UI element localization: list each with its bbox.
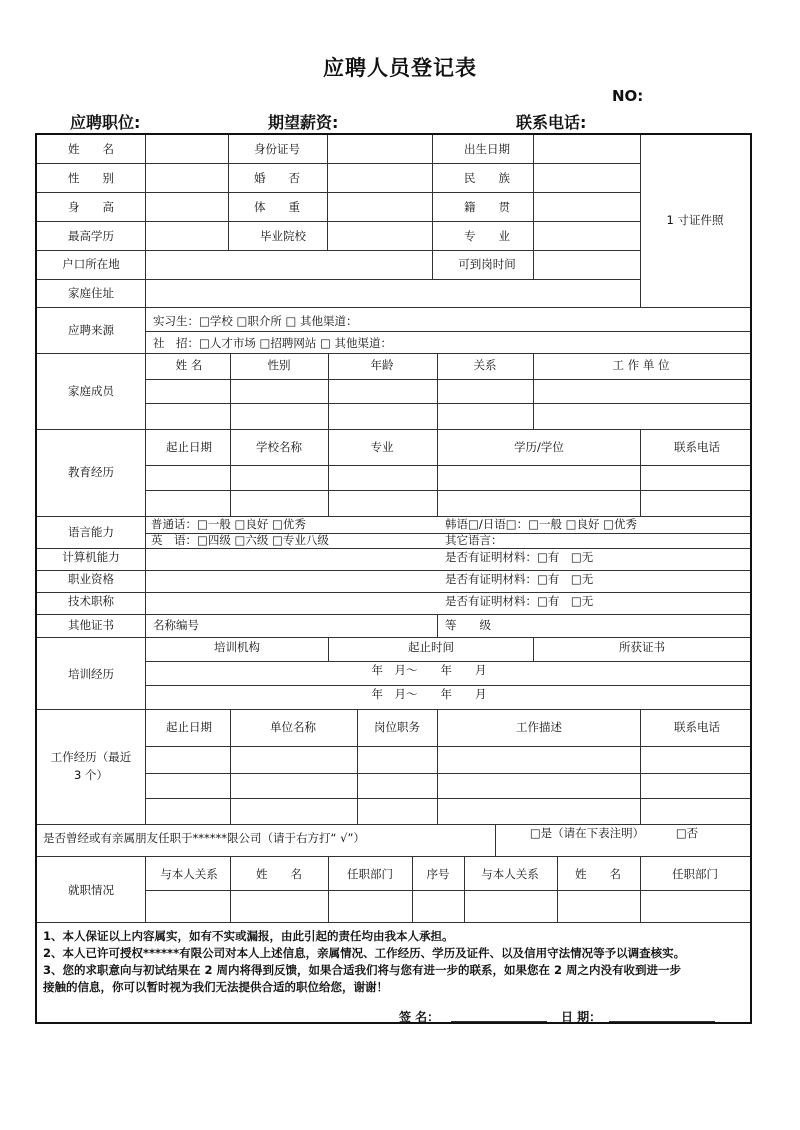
- marital-label: 婚 否: [254, 171, 300, 185]
- english-options: 英 语：□四级 □六级 □专业八级: [151, 533, 329, 547]
- relative-col-relation: 与本人关系: [160, 867, 218, 881]
- grid-line: [37, 922, 750, 923]
- grid-line: [145, 548, 146, 614]
- grid-line: [557, 856, 558, 922]
- grid-line: [533, 637, 534, 661]
- grid-line: [437, 709, 438, 824]
- grid-line: [609, 1021, 715, 1022]
- grid-line: [328, 353, 329, 429]
- source-hire-options: 社 招：□人才市场 □招聘网站 □ 其他渠道：: [153, 336, 393, 350]
- salary-label: 期望薪资:: [268, 113, 339, 132]
- family-col-name: 姓 名: [175, 358, 203, 372]
- gender-label: 性 别: [68, 171, 114, 185]
- grid-line: [37, 824, 750, 825]
- grid-line: [230, 856, 231, 922]
- education-history-label: 教育经历: [68, 465, 114, 479]
- grid-line: [37, 548, 750, 549]
- page-title: 应聘人员登记表: [323, 56, 477, 80]
- grid-line: [145, 353, 146, 429]
- available-date-label: 可到岗时间: [458, 257, 516, 271]
- grid-line: [145, 856, 146, 922]
- grid-line: [437, 353, 438, 429]
- work-history-label-2: 3 个）: [74, 768, 108, 782]
- grid-line: [145, 465, 750, 466]
- signature-label: 签 名：: [399, 1010, 440, 1024]
- grid-line: [328, 856, 329, 922]
- grid-line: [37, 221, 640, 222]
- grid-line: [145, 403, 750, 404]
- grid-line: [145, 429, 146, 516]
- work-col-description: 工作描述: [516, 720, 562, 734]
- technical-title-label: 技术职称: [68, 594, 114, 608]
- grid-line: [145, 307, 146, 353]
- source-intern-options: 实习生：□学校 □职介所 □ 其他渠道：: [153, 314, 358, 328]
- hukou-label: 户口所在地: [62, 257, 120, 271]
- family-col-workplace: 工 作 单 位: [612, 358, 670, 372]
- phone-label: 联系电话:: [516, 113, 587, 132]
- school-label: 毕业院校: [260, 229, 306, 243]
- grid-line: [37, 429, 750, 430]
- grid-line: [37, 856, 750, 857]
- grid-line: [145, 614, 146, 637]
- grid-line: [145, 637, 146, 709]
- family-label: 家庭成员: [68, 384, 114, 398]
- training-date-row-2: 年 月～ 年 月: [371, 687, 487, 701]
- grid-line: [37, 163, 640, 164]
- grid-line: [328, 429, 329, 516]
- grid-line: [37, 279, 640, 280]
- grid-line: [228, 135, 229, 250]
- grid-line: [145, 516, 146, 548]
- form-table: [35, 133, 752, 1024]
- id-card-label: 身份证号: [254, 142, 300, 156]
- grid-line: [640, 135, 641, 307]
- grid-line: [451, 1021, 547, 1022]
- training-col-cert: 所获证书: [619, 640, 665, 654]
- edu-col-period: 起止日期: [166, 440, 212, 454]
- qualification-label: 职业资格: [68, 572, 114, 586]
- relative-col-serial: 序号: [426, 867, 450, 881]
- grid-line: [37, 250, 640, 251]
- source-label: 应聘来源: [68, 323, 114, 337]
- relative-employment-label: 就职情况: [68, 883, 114, 897]
- grid-line: [37, 516, 750, 517]
- training-date-row-1: 年 月～ 年 月: [371, 663, 487, 677]
- birth-date-label: 出生日期: [464, 142, 510, 156]
- other-language-label: 其它语言：: [445, 533, 503, 547]
- declaration-note-1: 1、本人保证以上内容属实，如有不实或漏报，由此引起的责任均由我本人承担。: [43, 929, 454, 943]
- edu-col-major: 专业: [370, 440, 394, 454]
- relative-no-option: □否: [675, 826, 699, 840]
- work-col-phone: 联系电话: [674, 720, 720, 734]
- grid-line: [412, 856, 413, 922]
- qualification-cert-check: 是否有证明材料：□有 □无: [445, 572, 594, 586]
- grid-line: [37, 709, 750, 710]
- training-label: 培训经历: [68, 667, 114, 681]
- grid-line: [328, 637, 329, 661]
- other-cert-label: 其他证书: [68, 618, 114, 632]
- grid-line: [145, 890, 750, 891]
- declaration-note-4: 接触的信息，你可以暂时视为我们无法提供合适的职位给您，谢谢！: [43, 980, 388, 994]
- family-col-gender: 性别: [267, 358, 291, 372]
- major-label: 专 业: [464, 229, 510, 243]
- native-place-label: 籍 贯: [464, 200, 510, 214]
- grid-line: [145, 490, 750, 491]
- photo-placeholder: 1 寸证件照: [666, 213, 724, 227]
- mandarin-options: 普通话：□一般 □良好 □优秀: [151, 517, 306, 531]
- korean-japanese-options: 韩语□/日语□：□一般 □良好 □优秀: [445, 517, 638, 531]
- grid-line: [640, 429, 641, 516]
- cert-grade-label: 等 级: [445, 618, 491, 632]
- grid-line: [145, 798, 750, 799]
- name-label: 姓 名: [68, 142, 114, 156]
- cert-name-label: 名称编号: [153, 618, 199, 632]
- grid-line: [230, 709, 231, 824]
- education-label: 最高学历: [68, 229, 114, 243]
- grid-line: [432, 135, 433, 279]
- grid-line: [145, 709, 146, 824]
- work-col-period: 起止日期: [166, 720, 212, 734]
- work-history-label-1: 工作经历（最近: [50, 750, 132, 764]
- training-col-org: 培训机构: [214, 640, 260, 654]
- relative-col-department-2: 任职部门: [672, 867, 718, 881]
- grid-line: [464, 856, 465, 922]
- grid-line: [640, 709, 641, 824]
- family-col-age: 年龄: [370, 358, 394, 372]
- grid-line: [327, 135, 328, 250]
- grid-line: [533, 135, 534, 279]
- grid-line: [37, 570, 750, 571]
- edu-col-school: 学校名称: [256, 440, 302, 454]
- grid-line: [145, 661, 750, 662]
- title-cert-check: 是否有证明材料：□有 □无: [445, 594, 594, 608]
- work-col-company: 单位名称: [270, 720, 316, 734]
- grid-line: [37, 307, 750, 308]
- height-label: 身 高: [68, 200, 114, 214]
- address-label: 家庭住址: [68, 286, 114, 300]
- grid-line: [145, 746, 750, 747]
- grid-line: [495, 824, 496, 856]
- grid-line: [145, 135, 146, 307]
- grid-line: [145, 379, 750, 380]
- grid-line: [437, 429, 438, 516]
- grid-line: [533, 353, 534, 429]
- computer-skill-label: 计算机能力: [62, 550, 120, 564]
- grid-line: [37, 614, 750, 615]
- grid-line: [145, 685, 750, 686]
- family-col-relation: 关系: [473, 358, 497, 372]
- relative-col-relation-2: 与本人关系: [481, 867, 539, 881]
- relative-col-name-2: 姓 名: [575, 867, 621, 881]
- grid-line: [37, 637, 750, 638]
- grid-line: [37, 192, 640, 193]
- work-col-position: 岗位职务: [374, 720, 420, 734]
- form-number-label: NO:: [612, 87, 644, 105]
- computer-cert-check: 是否有证明材料：□有 □无: [445, 550, 594, 564]
- grid-line: [357, 709, 358, 824]
- language-label: 语言能力: [68, 525, 114, 539]
- grid-line: [230, 429, 231, 516]
- declaration-note-2: 2、本人已许可授权******有限公司对本人上述信息，亲属情况、工作经历、学历及证件、以及信用守法情况等予以调查核实。: [43, 946, 686, 960]
- relative-col-name: 姓 名: [256, 867, 302, 881]
- grid-line: [37, 353, 750, 354]
- signature-date-label: 日 期：: [561, 1010, 602, 1024]
- grid-line: [230, 353, 231, 429]
- weight-label: 体 重: [254, 200, 300, 214]
- relative-col-department: 任职部门: [347, 867, 393, 881]
- training-col-period: 起止时间: [408, 640, 454, 654]
- grid-line: [37, 592, 750, 593]
- grid-line: [145, 331, 750, 332]
- grid-line: [145, 773, 750, 774]
- relative-yes-option: □是（请在下表注明）: [529, 826, 645, 840]
- position-label: 应聘职位:: [70, 113, 141, 132]
- ethnicity-label: 民 族: [464, 171, 510, 185]
- edu-col-phone: 联系电话: [674, 440, 720, 454]
- grid-line: [437, 614, 438, 637]
- grid-line: [640, 856, 641, 922]
- declaration-note-3: 3、您的求职意向与初试结果在 2 周内将得到反馈，如果合适我们将与您有进一步的联系，如果您在 2 周之内没有收到进一步: [43, 963, 682, 977]
- relative-question: 是否曾经或有亲属朋友任职于******限公司（请于右方打“ √”）: [43, 831, 365, 845]
- edu-col-degree: 学历/学位: [514, 440, 564, 454]
